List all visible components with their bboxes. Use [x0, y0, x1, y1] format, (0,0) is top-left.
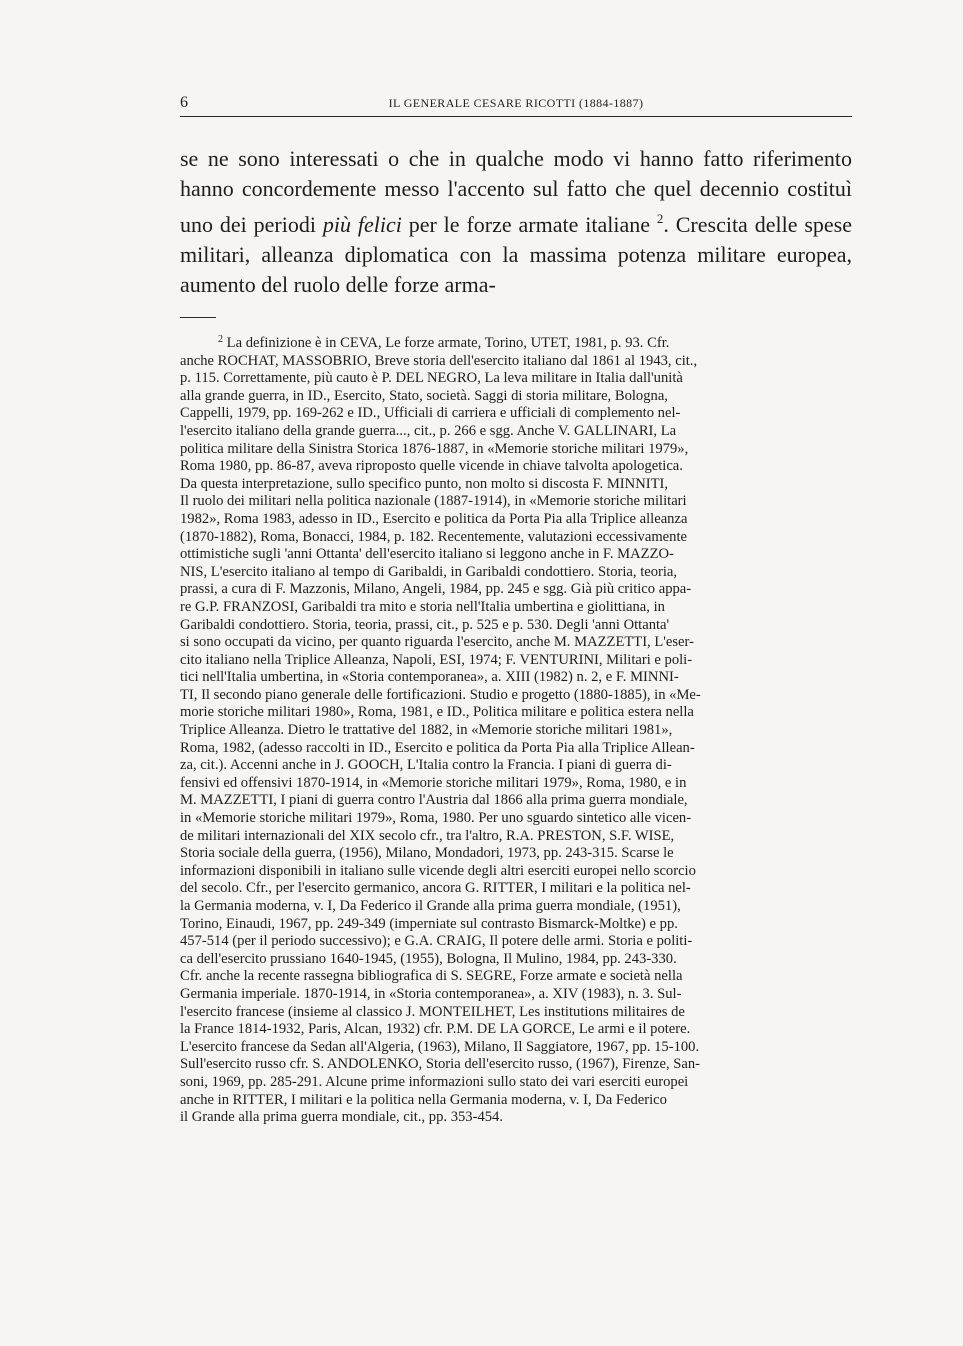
footnote-line: in «Memorie storiche militari 1979», Roma, 1980. Per uno sguardo sintetico alle vicen-: [180, 810, 692, 827]
footnote-separator: [180, 317, 216, 318]
footnote: [180, 331, 852, 1127]
footnote-line: p. 115. Correttamente, più cauto è P. DEL NEGRO, La leva militare in Italia dall'unità: [180, 370, 683, 387]
body-text-middle: per le forze armate italiane: [401, 212, 657, 237]
footnote-line: cito italiano nella Triplice Alleanza, Napoli, ESI, 1974; F. VENTURINI, Militari e poli-: [180, 651, 693, 668]
footnote-line: ottimistiche sugli 'anni Ottanta' dell'esercito italiano si leggono anche in F. MAZZO-: [180, 546, 674, 563]
footnote-line: M. MAZZETTI, I piani di guerra contro l'Austria dal 1866 alla prima guerra mondiale,: [180, 792, 688, 809]
footnote-line: anche ROCHAT, MASSOBRIO, Breve storia dell'esercito italiano dal 1861 al 1943, cit.,: [180, 352, 698, 369]
footnote-line: Cfr. anche la recente rassegna bibliografica di S. SEGRE, Forze armate e società nella: [180, 968, 683, 985]
footnote-line: l'esercito italiano della grande guerra..., cit., p. 266 e sgg. Anche V. GALLINARI, La: [180, 422, 677, 439]
footnote-line: anche in RITTER, I militari e la politica nella Germania moderna, v. I, Da Federico: [180, 1091, 667, 1108]
footnote-line: Da questa interpretazione, sullo specifico punto, non molto si discosta F. MINNITI,: [180, 475, 669, 492]
footnote-line: fensivi ed offensivi 1870-1914, in «Memorie storiche militari 1979», Roma, 1980, e in: [180, 774, 687, 791]
footnote-line: 457-514 (per il periodo successivo); e G.A. CRAIG, Il potere delle armi. Storia e politi-: [180, 933, 693, 950]
footnote-line: za, cit.). Accenni anche in J. GOOCH, L'Italia contro la Francia. I piani di guerra di-: [180, 757, 672, 774]
footnote-line: il Grande alla prima guerra mondiale, cit., pp. 353-454.: [180, 1109, 503, 1126]
body-text-tail: . Crescita delle spese militari, alleanza diplomatica con la massima potenza militare europea, aumento del ruolo delle forze arma-: [180, 212, 852, 297]
footnote-line: Il ruolo dei militari nella politica nazionale (1887-1914), in «Memorie storiche militari: [180, 493, 687, 510]
footnote-line: alla grande guerra, in ID., Esercito, Stato, società. Saggi di storia militare, Bologna,: [180, 387, 668, 404]
footnote-line: de militari internazionali del XIX secolo cfr., tra l'altro, R.A. PRESTON, S.F. WISE,: [180, 827, 675, 844]
footnote-line: NIS, L'esercito italiano al tempo di Garibaldi, in Garibaldi condottiero. Storia, teoria,: [180, 563, 678, 580]
page-header: [180, 92, 852, 117]
footnote-line: Storia sociale della guerra, (1956), Milano, Mondadori, 1973, pp. 243-315. Scarse le: [180, 845, 674, 862]
footnote-line: ca dell'esercito prussiano 1640-1945, (1955), Bologna, Il Mulino, 1984, pp. 243-330.: [180, 950, 677, 967]
footnote-line: politica militare della Sinistra Storica 1876-1887, in «Memorie storiche militari 1979»,: [180, 440, 689, 457]
footnote-line: morie storiche militari 1980», Roma, 1981, e ID., Politica militare e politica estera nella: [180, 704, 694, 721]
footnote-line: l'esercito francese (insieme al classico J. MONTEILHET, Les institutions militaires de: [180, 1003, 685, 1020]
footnote-line: la France 1814-1932, Paris, Alcan, 1932) cfr. P.M. DE LA GORCE, Le armi e il potere.: [180, 1021, 691, 1038]
footnote-line: Sull'esercito russo cfr. S. ANDOLENKO, Storia dell'esercito russo, (1967), Firenze, San-: [180, 1056, 701, 1073]
footnote-line: Torino, Einaudi, 1967, pp. 249-349 (imperniate sul contrasto Bismarck-Moltke) e pp.: [180, 915, 678, 932]
footnote-line: L'esercito francese da Sedan all'Algeria, (1963), Milano, Il Saggiatore, 1967, pp. 15-100.: [180, 1038, 700, 1055]
footnote-line: [180, 331, 852, 353]
footnote-marker: 2: [218, 334, 223, 345]
footnote-line: (1870-1882), Roma, Bonacci, 1984, p. 182. Recentemente, valutazioni eccessivamente: [180, 528, 687, 545]
footnote-reference: 2: [656, 211, 664, 226]
footnote-line: Roma, 1982, (adesso raccolti in ID., Esercito e politica da Porta Pia alla Triplice Allean-: [180, 739, 695, 756]
body-paragraph: [180, 144, 852, 300]
footnote-line: del secolo. Cfr., per l'esercito germanico, ancora G. RITTER, I militari e la politica nel-: [180, 880, 691, 897]
running-title: IL GENERALE CESARE RICOTTI (1884-1887): [388, 96, 644, 110]
footnote-line: Triplice Alleanza. Dietro le trattative del 1882, in «Memorie storiche militari 1981»,: [180, 722, 673, 739]
footnote-line: tici nell'Italia umbertina, in «Storia contemporanea», a. XIII (1982) n. 2, e F. MINNI-: [180, 669, 679, 686]
body-emphasis: più felici: [322, 212, 402, 237]
footnote-line: TI, Il secondo piano generale delle fortificazioni. Studio e progetto (1880-1885), in «Me-: [180, 686, 701, 703]
footnote-line-text: La definizione è in CEVA, Le forze armate, Torino, UTET, 1981, p. 93. Cfr.: [226, 335, 670, 351]
footnote-line: informazioni disponibili in italiano sulle vicende degli altri eserciti europei nello scorcio: [180, 862, 696, 879]
footnote-line: Germania imperiale. 1870-1914, in «Storia contemporanea», a. XIV (1983), n. 3. Sul-: [180, 985, 682, 1002]
body-text-lead: se ne sono interessati o che in qualche modo vi hanno fatto riferimento hanno concordemente messo l'accento sul fatto che quel decennio costituì uno dei periodi: [180, 146, 852, 237]
footnote-line: si sono occupati da vicino, per quanto riguarda l'esercito, anche M. MAZZETTI, L'eser-: [180, 634, 694, 651]
footnote-line: la Germania moderna, v. I, Da Federico il Grande alla prima guerra mondiale, (1951),: [180, 898, 681, 914]
footnote-line: 1982», Roma 1983, adesso in ID., Esercito e politica da Porta Pia alla Triplice alleanza: [180, 510, 688, 527]
footnote-line: Roma 1980, pp. 86-87, aveva riproposto quelle vicende in chiave talvolta apologetica.: [180, 458, 683, 475]
footnote-line: Garibaldi condottiero. Storia, teoria, prassi, cit., p. 525 e p. 530. Degli 'anni Ottanta': [180, 616, 670, 633]
footnote-line: soni, 1969, pp. 285-291. Alcune prime informazioni sullo stato dei vari eserciti europei: [180, 1073, 689, 1090]
page-number: 6: [180, 94, 188, 111]
footnote-line: re G.P. FRANZOSI, Garibaldi tra mito e storia nell'Italia umbertina e giolittiana, in: [180, 598, 665, 615]
footnote-line: prassi, a cura di F. Mazzonis, Milano, Angeli, 1984, pp. 245 e sgg. Già più critico appa-: [180, 581, 692, 598]
footnote-line: Cappelli, 1979, pp. 169-262 e ID., Ufficiali di carriera e ufficiali di complemento nel-: [180, 405, 681, 422]
